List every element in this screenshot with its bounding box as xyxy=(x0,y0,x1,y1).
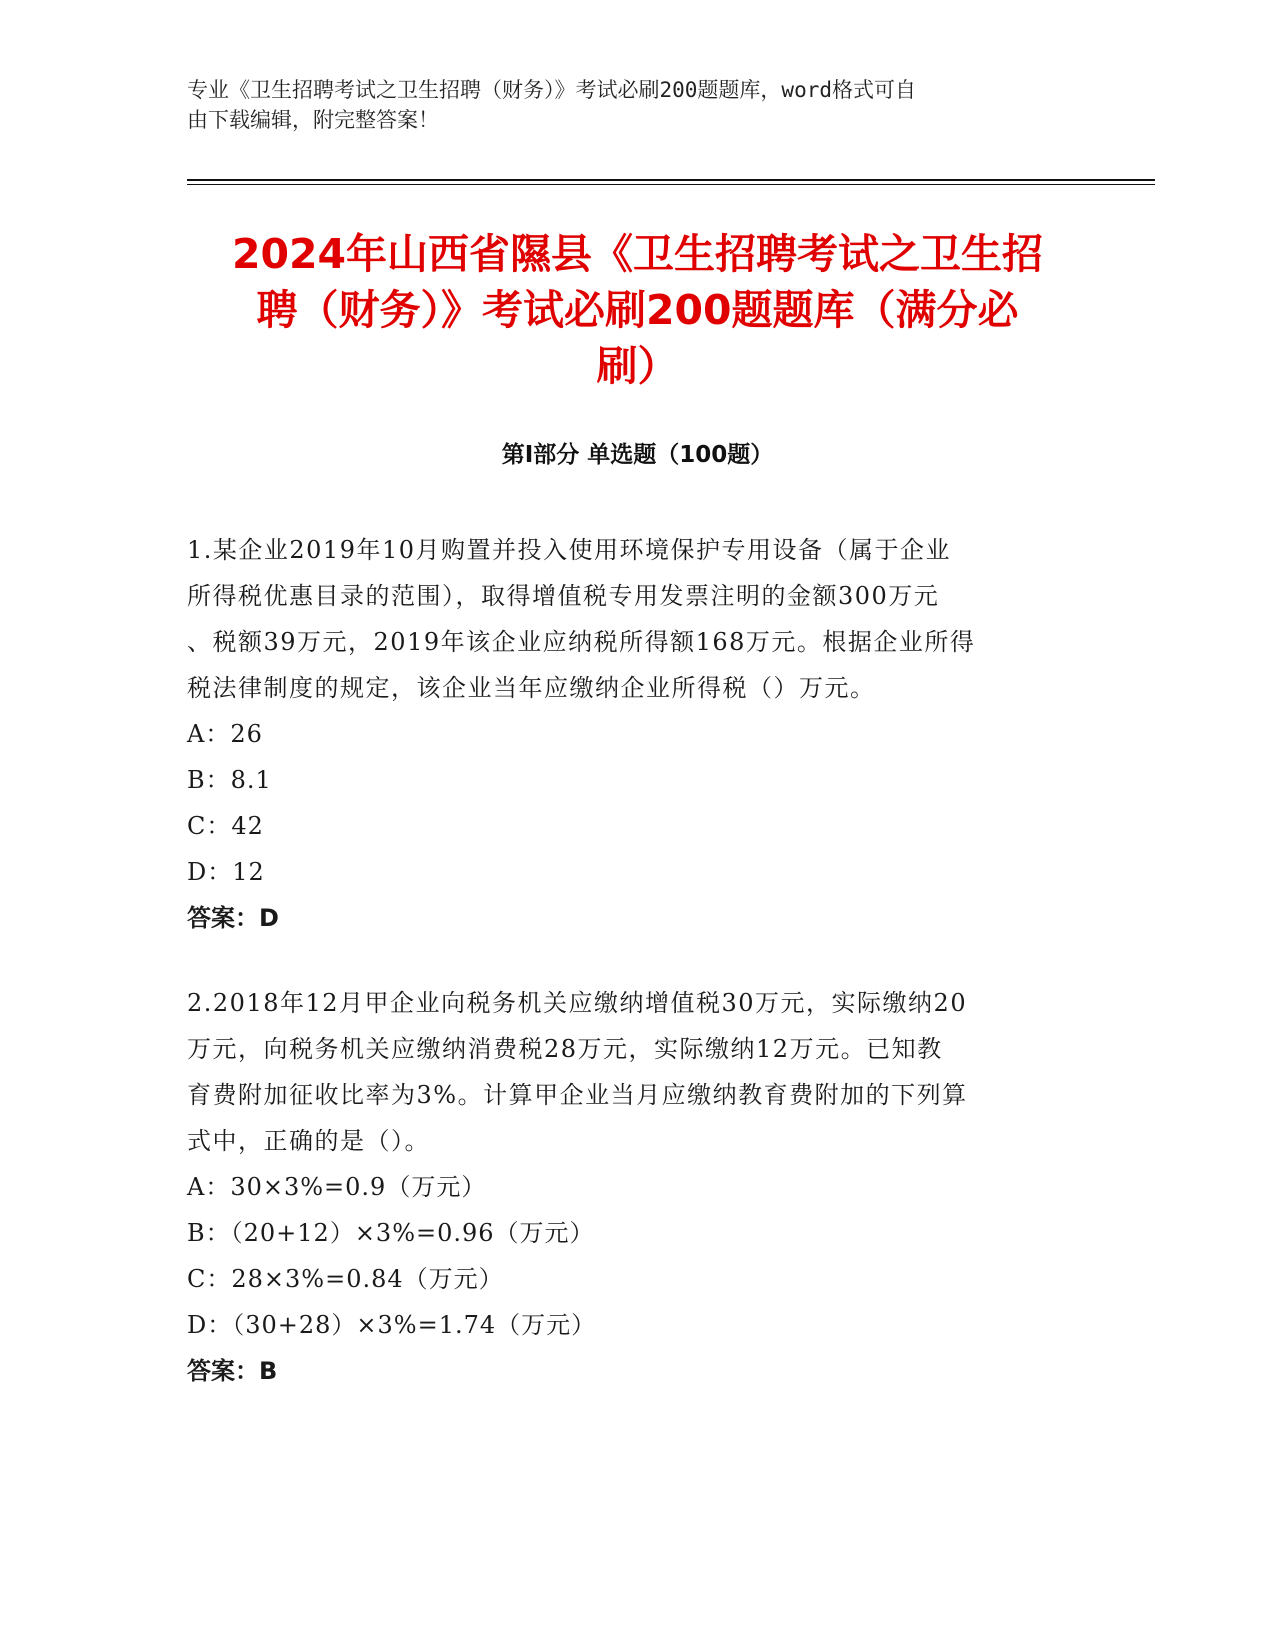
option-c: C：42 xyxy=(187,812,264,840)
question-stem xyxy=(187,980,1092,1164)
header-divider-thin xyxy=(187,184,1155,185)
option-c: C：28×3%=0.84（万元） xyxy=(187,1265,504,1293)
title-line: 刷） xyxy=(596,342,679,390)
header-note xyxy=(187,75,1067,135)
stem-line: 、税额39万元，2019年该企业应纳税所得额168万元。根据企业所得 xyxy=(187,628,976,656)
title-line: 聘（财务）》考试必刷200题题库（满分必 xyxy=(256,286,1019,334)
stem-line: 育费附加征收比率为3%。计算甲企业当月应缴纳教育费附加的下列算 xyxy=(187,1081,968,1109)
option-d: D：（30+28）×3%=1.74（万元） xyxy=(187,1311,597,1339)
header-note-line: 由下载编辑，附完整答案！ xyxy=(187,108,439,132)
section-heading: 第Ⅰ部分 单选题（100题） xyxy=(501,442,774,468)
answer-label: 答案：B xyxy=(187,1357,278,1385)
stem-line: 式中，正确的是（）。 xyxy=(187,1127,430,1155)
option-a: A：30×3%=0.9（万元） xyxy=(187,1173,487,1201)
option-b: B：（20+12）×3%=0.96（万元） xyxy=(187,1219,595,1247)
answer-label: 答案：D xyxy=(187,904,279,932)
document-title xyxy=(150,226,1125,394)
option-d: D：12 xyxy=(187,858,265,886)
stem-line: 万元，向税务机关应缴纳消费税28万元，实际缴纳12万元。已知教 xyxy=(187,1035,943,1063)
question-2 xyxy=(187,980,1092,1394)
header-divider-thick xyxy=(187,179,1155,181)
question-1 xyxy=(187,527,1092,941)
header-note-line: 专业《卫生招聘考试之卫生招聘（财务）》考试必刷200题题库，word格式可自 xyxy=(187,78,916,102)
title-line: 2024年山西省隰县《卫生招聘考试之卫生招 xyxy=(231,230,1044,278)
option-a: A：26 xyxy=(187,720,263,748)
stem-line: 1.某企业2019年10月购置并投入使用环境保护专用设备（属于企业 xyxy=(187,536,952,564)
stem-line: 税法律制度的规定，该企业当年应缴纳企业所得税（）万元。 xyxy=(187,674,876,702)
stem-line: 所得税优惠目录的范围），取得增值税专用发票注明的金额300万元 xyxy=(187,582,940,610)
option-b: B：8.1 xyxy=(187,766,272,794)
stem-line: 2.2018年12月甲企业向税务机关应缴纳增值税30万元，实际缴纳20 xyxy=(187,989,968,1017)
question-stem xyxy=(187,527,1092,711)
